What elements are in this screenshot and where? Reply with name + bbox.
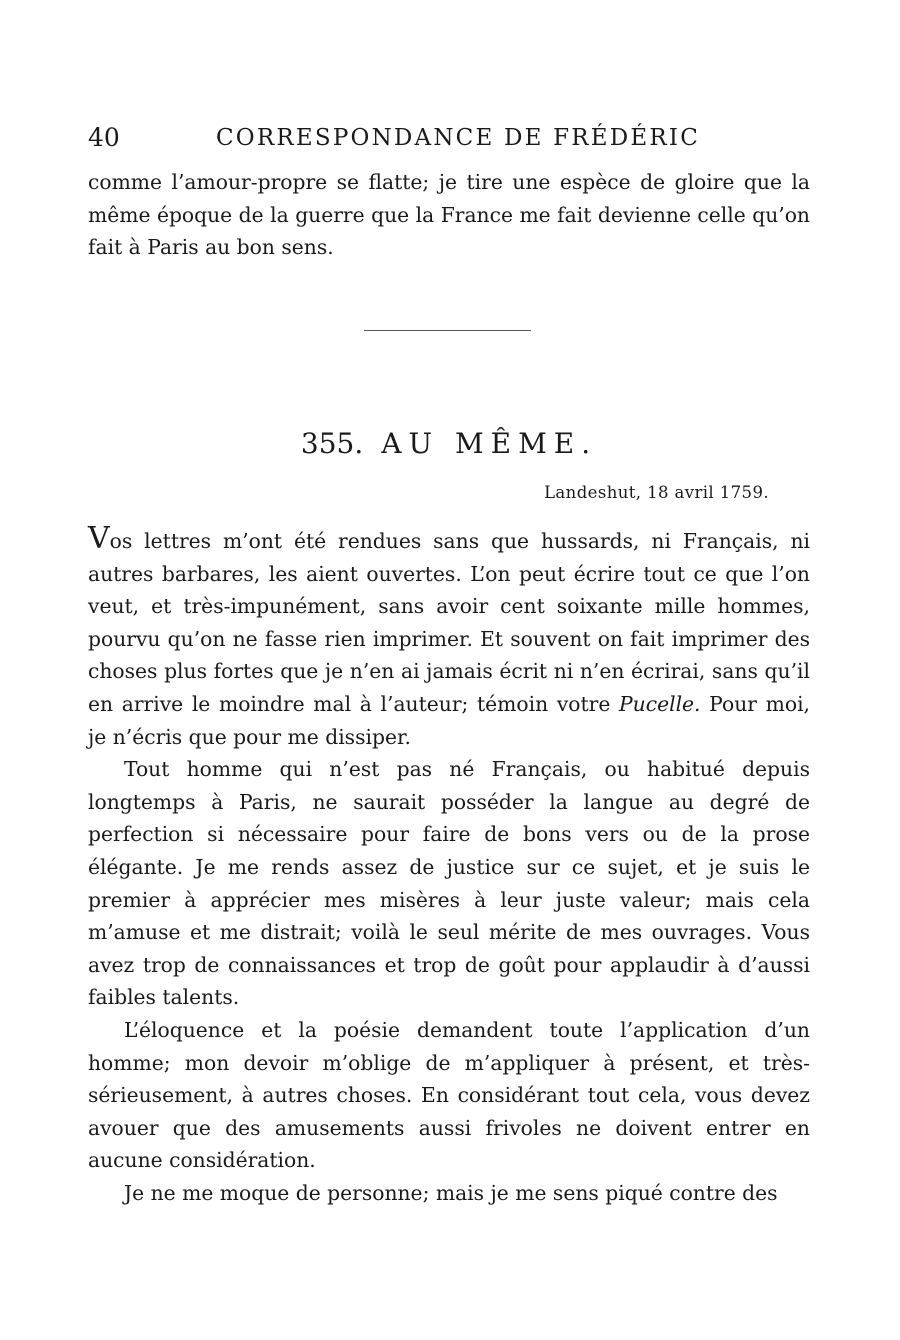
letter-dateline: Landeshut, 18 avril 1759. xyxy=(544,483,769,502)
letter-number: 355. xyxy=(300,427,364,460)
intro-paragraph: comme l’amour-propre se flatte; je tire une espèce de gloire que la même époque de la guerre que la France me fait devienne celle qu’on fait à Paris au bon sens. xyxy=(88,170,810,260)
intro-paragraph-block xyxy=(88,166,810,264)
work-title-italic: Pucelle. xyxy=(619,691,701,716)
drop-cap: V xyxy=(88,521,110,556)
section-divider xyxy=(364,330,531,331)
paragraph-1-text-a: os lettres m’ont été rendues sans que hussards, ni Français, ni autres barbares, les aient ouvertes. L’on peut écrire tout ce que l’on veut, et très-impunément, sans avoir cent soixante mille hommes, pourvu qu’on ne fasse rien imprimer. Et souvent on fait imprimer des choses plus fortes que je n’en ai jamais écrit ni n’en écrirai, sans qu’il en arrive le moindre mal à l’auteur; témoin votre xyxy=(88,529,810,716)
letter-title: AU MÊME. xyxy=(381,427,598,460)
letter-paragraph-4: Je ne me moque de personne; mais je me sens piqué contre des xyxy=(124,1180,778,1205)
paragraph-1-text-b: Pour moi, je n’écris que pour me dissiper. xyxy=(88,691,811,749)
page-number: 40 xyxy=(88,123,120,152)
letter-body xyxy=(88,521,811,1209)
letter-paragraph-3: L’éloquence et la poésie demandent toute l’application d’un homme; mon devoir m’oblige de m’appliquer à présent, et très-sérieusement, à autres choses. En considérant tout cela, vous devez avouer que des amusements aussi frivoles ne doivent entrer en aucune considération. xyxy=(88,1017,810,1173)
letter-paragraph-2: Tout homme qui n’est pas né Français, ou habitué depuis longtemps à Paris, ne saurait posséder la langue au degré de perfection si nécessaire pour faire de bons vers ou de la prose élégante. Je me rends assez de justice sur ce sujet, et je suis le premier à apprécier mes misères à leur juste valeur; mais cela m’amuse et me distrait; voilà le seul mérite de mes ouvrages. Vous avez trop de connaissances et trop de goût pour applaudir à d’aussi faibles talents. xyxy=(88,757,810,1010)
running-title: CORRESPONDANCE DE FRÉDÉRIC xyxy=(216,125,701,151)
running-head xyxy=(88,120,810,156)
letter-paragraph-1 xyxy=(88,521,811,753)
letter-heading xyxy=(88,422,810,466)
